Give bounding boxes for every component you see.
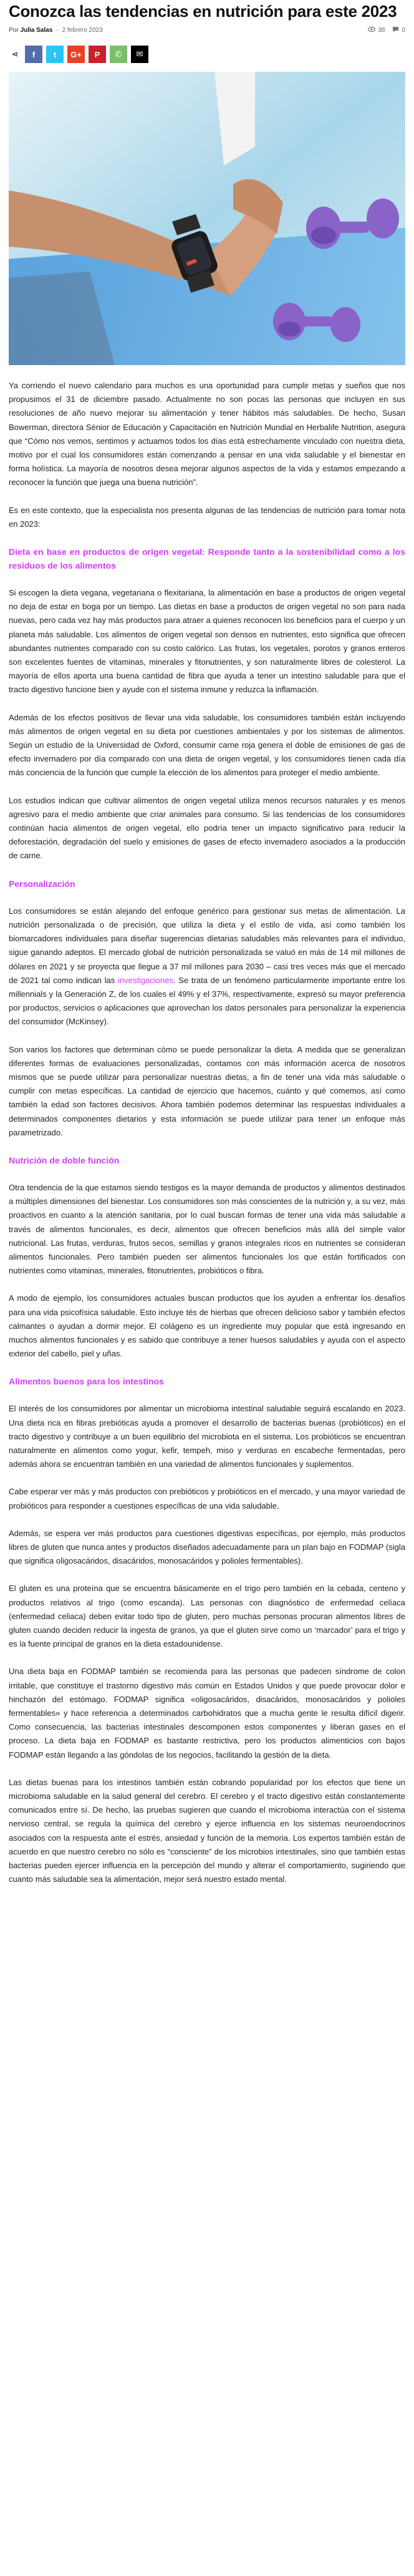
paragraph: Una dieta baja en FODMAP también se recomienda para las personas que padecen síndrome de colon irritable, que constituye el trastorno digestivo más común en Estados Unidos y que puede provocar dolor e hinchazón del estómago. FODMAP significa «oligosacáridos, disacáridos, monosacáridos y polioles fermentables» y hace referencia a determinados carbohidratos que a mucha gente le resulta difícil digerir. Como consecuencia, las bacterias intestinales descomponen estos componentes y liberan gases en el proceso. La dieta baja en FODMAP es bastante restrictiva, pero los productos alimenticios con bajos FODMAP están llegando a las góndolas de los negocios, facilitando la gestión de la dieta. (9, 1667, 405, 1760)
paragraph: Las dietas buenas para los intestinos también están cobrando popularidad por los efectos que tiene un microbioma saludable en la salud general del cerebro. El cerebro y el tracto digestivo están constantemente comunicados entre sí. De hecho, las pruebas sugieren que cuando el microbioma interactúa con el sistema nervioso central, se regula la química del cerebro y ejerce influencia en los sistemas neuroendocrinos asociados con la respuesta ante el estrés, ansiedad y función de la memoria. Los expertos también están de acuerdo en que nuestro cerebro no sólo es “consciente” de los microbios intestinales, sino que también estas bacterias pueden ejercer influencia en la percepción del mundo y alterar el comportamiento, sugiriendo que cuanto más saludable sea la alimentación, mejor será nuestro estado mental. (9, 1777, 405, 1884)
paragraph: Cabe esperar ver más y más productos con prebióticos y probióticos en el mercado, y una mayor variedad de probióticos para responder a cuestiones específicas de una vida saludable. (9, 1487, 405, 1511)
section-heading: Nutrición de doble función (9, 1155, 120, 1165)
twitter-icon: t (53, 49, 57, 59)
paragraph: Los estudios indican que cultivar alimentos de origen vegetal utiliza menos recursos naturales y es menos agresivo para el medio ambiente que criar animales para consumo. Si las tendencias de los consumidores continúan hacia alimentos de origen vegetal, ello podría tener un impacto significativo para reducir la deforestación, degradación del suelo y emisiones de gases de efecto invernadero asociados a la producción de carne. (9, 795, 405, 861)
email-icon: ✉ (136, 49, 143, 59)
whatsapp-icon: ✆ (115, 49, 122, 59)
facebook-share-button[interactable] (25, 46, 42, 63)
comments-stat[interactable] (392, 26, 405, 34)
pinterest-share-button[interactable] (89, 46, 106, 63)
whatsapp-share-button[interactable] (110, 46, 127, 63)
byline-label: Por (9, 26, 19, 34)
meta-stats (368, 26, 405, 34)
paragraph-text: . Se trata de un fenómeno particularmente importante entre los millennials y la Generación Z, de los cuales el 49% y el 37%, respectivamente, expresó su mayor preferencia por productos, servicios o aplicaciones que aprovechan los datos personales para personalizar la experiencia del consumidor (McKinsey). (9, 975, 405, 1027)
google-plus-share-button[interactable] (67, 46, 85, 63)
paragraph-text: Los consumidores se están alejando del enfoque genérico para gestionar sus metas de alimentación. La nutrición personalizada o de precisión, que utiliza la dieta y el estilo de vida, así como también los biomarcadores individuales para diseñar sugerencias dietarias saludables más relevantes para el individuo, sigue ganando adeptos. El mercado global de nutrición personalizada se valuó en más de 14 mil millones de dólares en 2021 y se proyecta que llegue a 37 mil millones para 2030 – casi tres veces más que el mercado de 2021 tal como indican las (9, 906, 405, 985)
twitter-share-button[interactable] (46, 46, 64, 63)
paragraph: El gluten es una proteína que se encuentra básicamente en el trigo pero también en la cebada, centeno y productos relativos al trigo (como escanda). Las personas con diagnóstico de enfermedad celíaca (enfermedad celiaca) deben evitar todo tipo de gluten, pero muchas personas procuran alimentos libres de gluten cuando deciden reducir la ingesta de granos, ya que el gluten sirve como un ‘marcador’ para el trigo y es la fuente principal de granos en la dieta estadounidense. (9, 1584, 405, 1649)
email-share-button[interactable] (131, 46, 148, 63)
paragraph (9, 904, 405, 1029)
publish-date: 2 febrero 2023 (62, 26, 103, 34)
comments-count: 0 (402, 26, 405, 34)
section-heading: Alimentos buenos para los intestinos (9, 1376, 164, 1387)
section-heading: Personalización (9, 878, 75, 889)
google-plus-icon: G+ (70, 49, 82, 59)
article-title: Conozca las tendencias en nutrición para este 2023 (9, 2, 397, 21)
article-meta (9, 24, 405, 36)
investigaciones-link[interactable]: investigaciones (118, 975, 173, 985)
paragraph: El interés de los consumidores por alimentar un microbioma intestinal saludable seguirá escalando en 2023. Una dieta rica en fibras prebióticas ayuda a promover el desarrollo de bacterias buenas (probióticos) en el tracto digestivo y contribuye a un buen equilibrio del microbiota en el sistema. Los probióticos se encuentran naturalmente en alimentos como yogur, kefir, tempeh, miso y verduras en escabeche fermentadas, pero además ahora se encuentran también en una variedad de alimentos funcionales y suplementos. (9, 1404, 405, 1469)
facebook-icon: f (32, 49, 36, 59)
pinterest-icon: P (94, 49, 100, 59)
paragraph: Además de los efectos positivos de llevar una vida saludable, los consumidores también están incluyendo más alimentos de origen vegetal en su dieta por cuestiones ambientales y por los sistemas de alimentos. Según un estudio de la Universidad de Oxford, consumir carne roja genera el doble de emisiones de gas de efecto invernadero por día comparado con una dieta de origen vegetal, y los consumidores tienen cada día más conciencia de la función que cumple la elección de los alimentos para proteger el medio ambiente. (9, 712, 405, 778)
views-count: 38 (378, 26, 385, 34)
paragraph: Es en este contexto, que la especialista nos presenta algunas de las tendencias de nutrición para tomar nota en 2023: (9, 505, 405, 529)
hero-image (9, 72, 405, 365)
comment-icon (392, 26, 399, 34)
share-bar (9, 46, 405, 63)
paragraph: Ya corriendo el nuevo calendario para muchos es una oportunidad para cumplir metas y sueños que nos propusimos el 31 de diciembre pasado. Actualmente no son pocas las personas que incluyen en sus resoluciones de año nuevo mejorar su alimentación y tener hábitos más saludables. De hecho, Susan Bowerman, directora Sénior de Educación y Capacitación en Nutrición Mundial en Herbalife Nutrition, asegura que “Cómo nos vemos, sentimos y actuamos todos los días está estrechamente vinculado con nuestra dieta, motivo por el cual los consumidores están comenzando a pensar en una vida saludable y el bienestar en forma holística. La mayoría de nosotros desea mejorar algunos aspectos de la vida y estamos empezando a reconocer la función que juega una buena nutrición”. (9, 381, 405, 487)
paragraph: A modo de ejemplo, los consumidores actuales buscan productos que los ayuden a enfrentar los desafíos para una vida psicofísica saludable. Esto incluye tés de hierbas que ofrecen delicioso sabor y también efectos calmantes o ayudan a dormir mejor. El colágeno es un ingrediente muy popular que está ingresando en muchos alimentos funcionales y es sabido que contribuye a tener huesos saludables y ayuda con el aspecto exterior del cabello, piel y uñas. (9, 1293, 405, 1359)
paragraph: Si escogen la dieta vegana, vegetariana o flexitariana, la alimentación en base a productos de origen vegetal no deja de estar en boga por un tiempo. Las dietas en base a productos de origen vegetal no son para nada nuevas, pero cada vez hay más productos para atraer a quienes reconocen los beneficios para el cuerpo y un planeta más saludable. Los alimentos de origen vegetal son densos en nutrientes, esto significa que ofrecen abundantes nutrientes comparado con su costo calórico. Las frutas, los vegetales, porotos y granos enteros son excelentes fuentes de vitaminas, minerales y fitonutrientes, y son naturalmente libres de colesterol. La mayoría de ellos aporta una buena cantidad de fibra que ayuda a tener un intestino saludable para que el tracto digestivo funcione bien y ayude con el sistema inmune y reduzca la inflamación. (9, 588, 405, 695)
share-icon: ⋖ (11, 49, 19, 59)
views-stat (368, 26, 385, 34)
section-heading: Dieta en base en productos de origen vegetal: Responde tanto a la sostenibilidad como a los residuos de los alimentos (9, 547, 405, 571)
meta-separator: - (56, 26, 59, 34)
paragraph: Otra tendencia de la que estamos siendo testigos es la mayor demanda de productos y alimentos destinados a múltiples dimensiones del bienestar. Los consumidores son más conscientes de la nutrición y, a su vez, más proactivos en cuanto a la atención sanitaria, por lo cual buscan formas de tener una vida más saludable a través de alimentos funcionales, es decir, alimentos que ofrecen beneficios más allá del simple valor nutricional. Las frutas, verduras, frutos secos, semillas y granos integrales ricos en nutrientes se consideran alimentos funcionales. Pero también pueden ser alimentos funcionales los que están fortificados con nutrientes como vitaminas, minerales, fitonutrientes, probióticos o fibra. (9, 1182, 405, 1276)
eye-icon (368, 26, 375, 34)
article-body (9, 379, 405, 1886)
share-share-button[interactable] (9, 46, 21, 63)
paragraph: Son varios los factores que determinan cómo se puede personalizar la dieta. A medida que se generalizan diferentes formas de evaluaciones personalizadas, contamos con más información acerca de nosotros mismos que se puede utilizar para personalizar nuestras dietas, a fin de tener una vida más saludable o cumplir con metas específicas. La cantidad de ejercicio que hacemos, cuánto y qué comemos, así como también la edad son factores decisivos. Ahora también podemos determinar las respuestas individuales a determinados componentes dietarios y esta información se puede utilizar para tener un enfoque más parametrizado. (9, 1044, 405, 1137)
author-link[interactable]: Julia Salas (20, 26, 53, 34)
paragraph: Además, se espera ver más productos para cuestiones digestivas específicas, por ejemplo, más productos libres de gluten que nunca antes y productos diseñados adecuadamente para un plan bajo en FODMAP (sigla que significa oligosacáridos, disacáridos, monosacáridos y polioles fermentables). (9, 1528, 405, 1566)
